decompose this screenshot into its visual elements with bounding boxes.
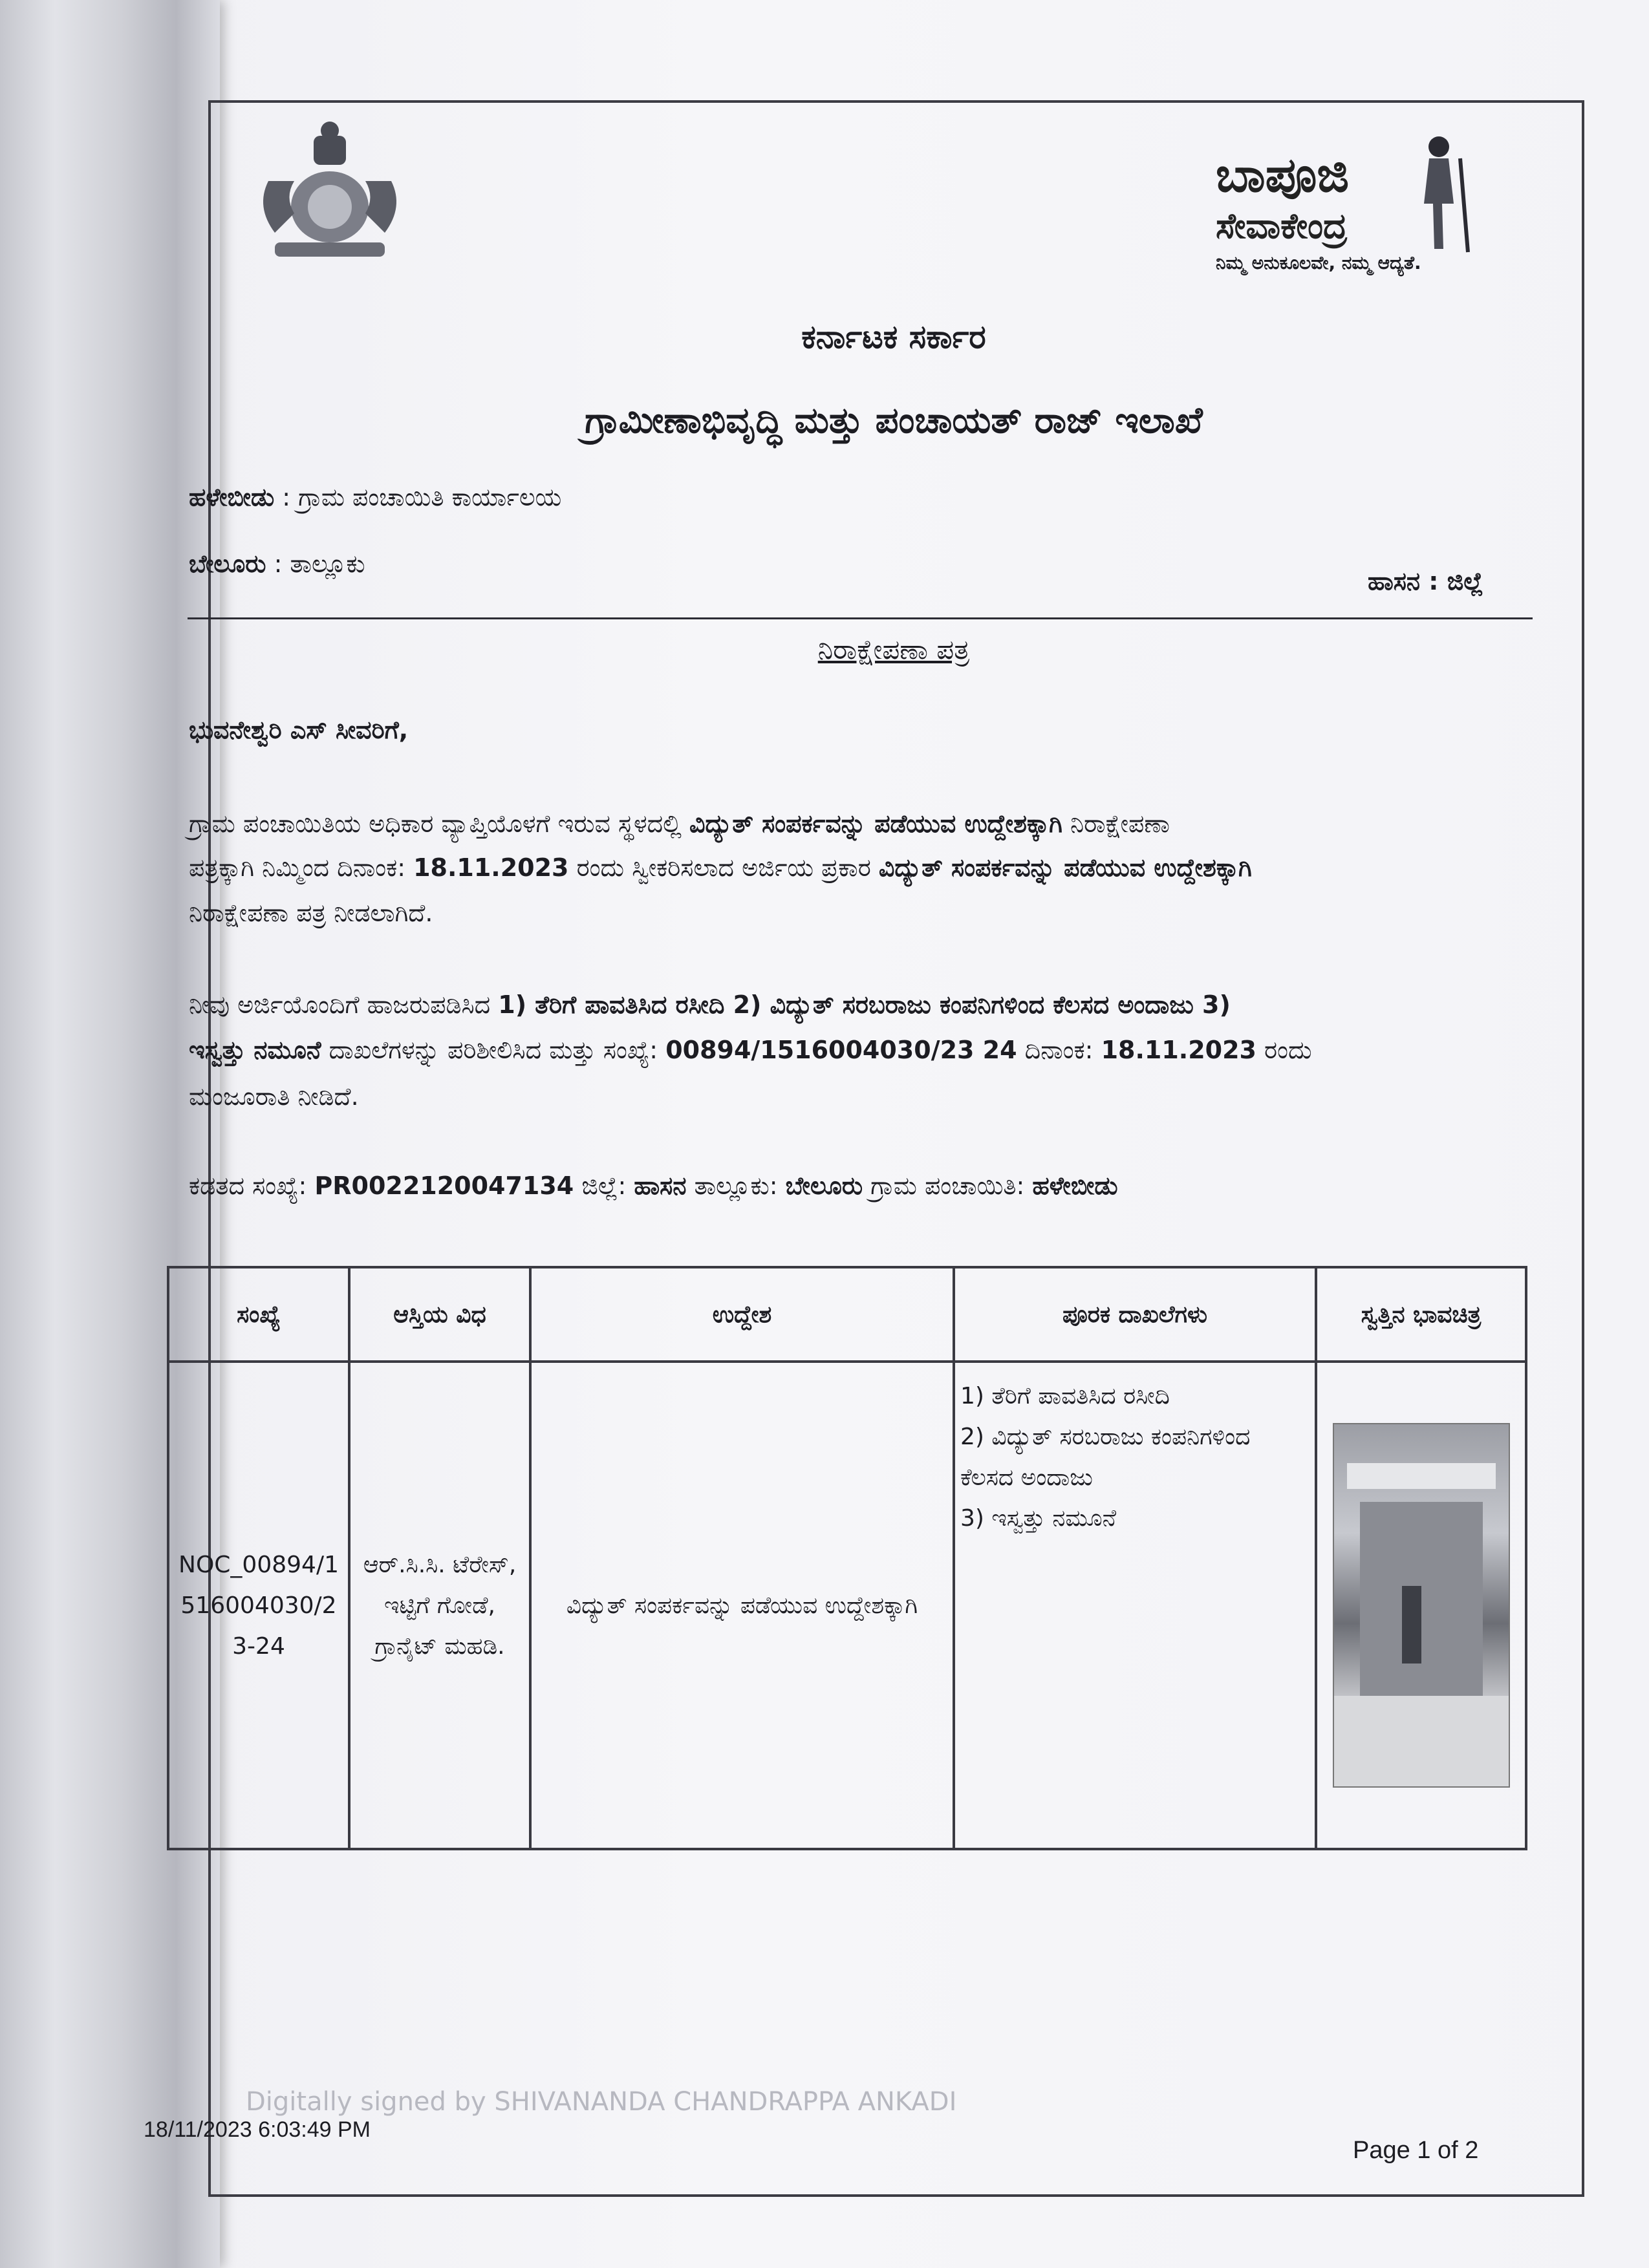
purpose: ವಿದ್ಯುತ್ ಸಂಪರ್ಕವನ್ನು ಪಡೆಯುವ ಉದ್ದೇಶಕ್ಕಾಗಿ bbox=[530, 1362, 954, 1849]
ref-district: ಹಾಸನ bbox=[634, 1171, 687, 1200]
col-header-number: ಸಂಖ್ಯೆ bbox=[168, 1267, 349, 1362]
para2-text: ಮಂಜೂರಾತಿ ನೀಡಿದೆ. bbox=[189, 1082, 359, 1111]
col-header-documents: ಪೂರಕ ದಾಖಲೆಗಳು bbox=[954, 1267, 1316, 1362]
para1-text: ನಿರಾಕ್ಷೇಪಣಾ ಪತ್ರ ನೀಡಲಾಗಿದೆ. bbox=[189, 899, 433, 927]
brand-sub: ಸೇವಾಕೇಂದ್ರ bbox=[1216, 206, 1348, 246]
ref-label: ಗ್ರಾಮ ಪಂಚಾಯಿತಿ: bbox=[863, 1171, 1033, 1200]
page-number: Page 1 of 2 bbox=[1353, 2137, 1479, 2164]
header-divider bbox=[188, 617, 1533, 619]
salutation: ಭುವನೇಶ್ವರಿ ಎಸ್ ಸೀವರಿಗೆ, bbox=[189, 716, 409, 744]
gandhi-figure-icon bbox=[1403, 133, 1474, 255]
department-title: ಗ್ರಾಮೀಣಾಭಿವೃದ್ಧಿ ಮತ್ತು ಪಂಚಾಯತ್ ರಾಜ್ ಇಲಾಖೆ bbox=[585, 400, 1203, 442]
col-header-photo: ಸ್ವತ್ತಿನ ಭಾವಚಿತ್ರ bbox=[1316, 1267, 1526, 1362]
para2-text: ನೀವು ಅರ್ಜಿಯೊಂದಿಗೆ ಹಾಜರುಪಡಿಸಿದ bbox=[189, 990, 499, 1019]
district-label: ಹಾಸನ : ಜಿಲ್ಲೆ bbox=[1368, 567, 1483, 595]
ref-label: ತಾಲ್ಲೂಕು: bbox=[686, 1171, 786, 1200]
ref-label: ಕಡತದ ಸಂಖ್ಯೆ: bbox=[189, 1171, 315, 1200]
para1-text: ನಿರಾಕ್ಷೇಪಣಾ bbox=[1062, 809, 1170, 838]
para1-text: ಗ್ರಾಮ ಪಂಚಾಯಿತಿಯ ಅಧಿಕಾರ ವ್ಯಾಪ್ತಿಯೊಳಗೆ ಇರುವ ಸ್ಥಳದಲ್ಲಿ bbox=[189, 809, 689, 838]
application-date: 18.11.2023 bbox=[413, 853, 569, 882]
sanction-number: 00894/1516004030/23 24 bbox=[665, 1036, 1017, 1064]
document-item: 1) ತೆರಿಗೆ ಪಾವತಿಸಿದ ರಸೀದಿ bbox=[960, 1383, 1170, 1409]
para2-bold: 1) ತೆರಿಗೆ ಪಾವತಿಸಿದ ರಸೀದಿ 2) ವಿದ್ಯುತ್ ಸರಬರಾಜು ಕಂಪನಿಗಳಿಂದ ಕೆಲಸದ ಅಂದಾಜು 3) bbox=[498, 990, 1231, 1019]
brand-name: ಬಾಪೂಜಿ bbox=[1216, 147, 1350, 203]
property-table bbox=[167, 1266, 1527, 1850]
col-header-property-type: ಆಸ್ತಿಯ ವಿಧ bbox=[349, 1267, 530, 1362]
document-item: 2) ವಿದ್ಯುತ್ ಸರಬರಾಜು ಕಂಪನಿಗಳಿಂದ ಕೆಲಸದ ಅಂದಾಜು bbox=[960, 1424, 1251, 1491]
ref-label: ಜಿಲ್ಲೆ: bbox=[574, 1171, 634, 1200]
supporting-documents bbox=[954, 1362, 1316, 1849]
noc-number: NOC_00894/1516004030/23-24 bbox=[168, 1362, 349, 1849]
office-type: : ಗ್ರಾಮ ಪಂಚಾಯಿತಿ ಕಾರ್ಯಾಲಯ bbox=[282, 483, 562, 511]
para1-bold: ವಿದ್ಯುತ್ ಸಂಪರ್ಕವನ್ನು ಪಡೆಯುವ ಉದ್ದೇಶಕ್ಕಾಗಿ bbox=[878, 853, 1252, 882]
taluk-place: ಬೇಲೂರು bbox=[189, 550, 266, 578]
para2-text: ದಿನಾಂಕ: bbox=[1017, 1036, 1101, 1064]
timestamp: 18/11/2023 6:03:49 PM bbox=[144, 2117, 371, 2142]
property-type: ಆರ್.ಸಿ.ಸಿ. ಟೆರೇಸ್, ಇಟ್ಟಿಗೆ ಗೋಡೆ, ಗ್ರಾನೈಟ್ ಮಹಡಿ. bbox=[349, 1362, 530, 1849]
doc-title: ನಿರಾಕ್ಷೇಪಣಾ ಪತ್ರ bbox=[817, 634, 970, 665]
para1-text: ರಂದು ಸ್ವೀಕರಿಸಲಾದ ಅರ್ಜಿಯ ಪ್ರಕಾರ bbox=[568, 853, 879, 882]
col-header-purpose: ಉದ್ದೇಶ bbox=[530, 1267, 954, 1362]
para2-bold: ಇಸ್ವತ್ತು ನಮೂನೆ bbox=[189, 1036, 321, 1064]
para1-text: ಪತ್ರಕ್ಕಾಗಿ ನಿಮ್ಮಿಂದ ದಿನಾಂಕ: bbox=[189, 853, 414, 882]
table-row bbox=[168, 1362, 1526, 1849]
ref-taluk: ಬೇಲೂರು bbox=[785, 1171, 863, 1200]
property-photo bbox=[1333, 1423, 1510, 1788]
para2-text: ರಂದು bbox=[1256, 1036, 1312, 1064]
para2-text: ದಾಖಲೆಗಳನ್ನು ಪರಿಶೀಲಿಸಿದ ಮತ್ತು ಸಂಖ್ಯೆ: bbox=[321, 1036, 666, 1064]
karnataka-emblem-icon bbox=[249, 116, 411, 265]
property-photo-cell bbox=[1316, 1362, 1526, 1849]
table-header-row bbox=[168, 1267, 1526, 1362]
digital-signature-faint: Digitally signed by SHIVANANDA CHANDRAPPA ANKADI bbox=[246, 2087, 957, 2117]
binder-spine bbox=[0, 0, 220, 2268]
sanction-date: 18.11.2023 bbox=[1101, 1036, 1256, 1064]
ref-gp: ಹಳೇಬೀಡು bbox=[1032, 1171, 1118, 1200]
document-item: 3) ಇಸ್ವತ್ತು ನಮೂನೆ bbox=[960, 1505, 1117, 1532]
file-number: PR0022120047134 bbox=[314, 1171, 574, 1200]
govt-title: ಕರ್ನಾಟಕ ಸರ್ಕಾರ bbox=[801, 318, 986, 356]
office-place: ಹಳೇಬೀಡು bbox=[189, 483, 275, 511]
brand-tagline: ನಿಮ್ಮ ಅನುಕೂಲವೇ, ನಮ್ಮ ಆದ್ಯತೆ. bbox=[1216, 252, 1421, 273]
para1-bold: ವಿದ್ಯುತ್ ಸಂಪರ್ಕವನ್ನು ಪಡೆಯುವ ಉದ್ದೇಶಕ್ಕಾಗಿ bbox=[689, 809, 1062, 838]
taluk-label: : ತಾಲ್ಲೂಕು bbox=[274, 550, 365, 578]
